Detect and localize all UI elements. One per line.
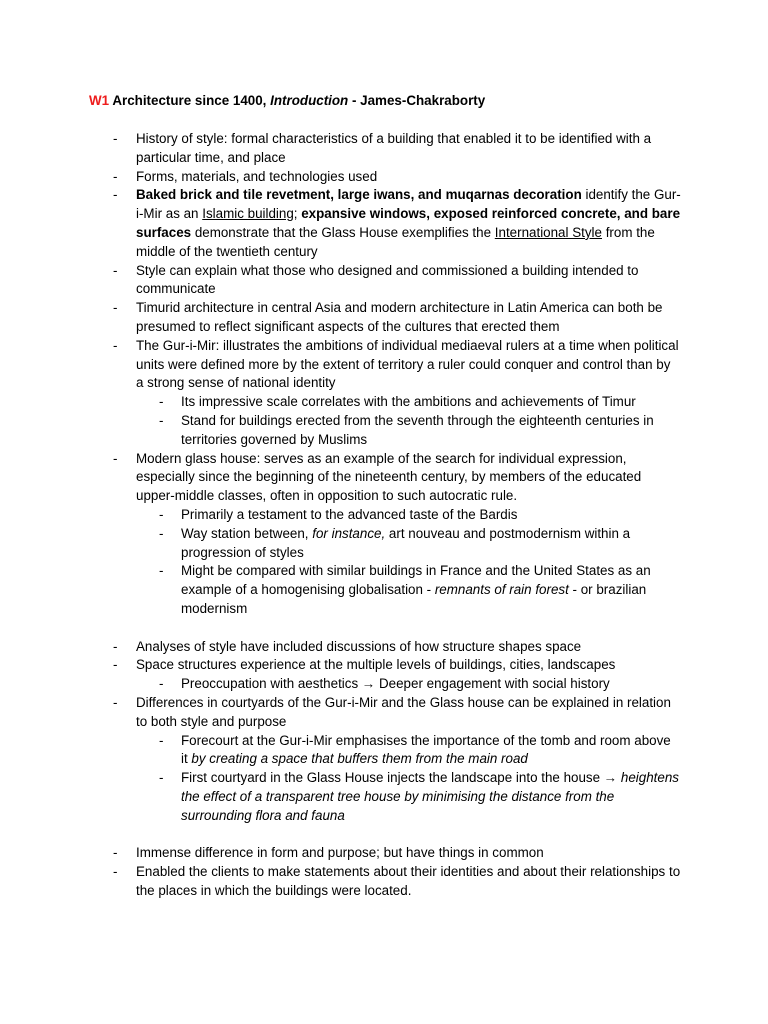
list-item-text: Preoccupation with aesthetics → Deeper engagement with social history <box>181 676 610 692</box>
notes-heading <box>89 92 485 110</box>
list-item <box>0 656 768 675</box>
list-item <box>0 186 768 261</box>
plain-text: from the middle of the twentieth century <box>136 224 655 259</box>
list-item-text: Modern glass house: serves as an example of the search for individual expression, especially since the beginning of the nineteenth century, by members of the educated upper-middle classes, often in opposition to such autocratic rule. <box>136 450 642 504</box>
plain-text: identify the Gur-i-Mir as an <box>136 187 681 222</box>
blank-line <box>0 825 768 844</box>
bullet-dash: - <box>159 394 164 410</box>
sub-list-item <box>0 412 768 450</box>
bullet-dash: - <box>113 337 118 353</box>
list-item-text: The Gur-i-Mir: illustrates the ambitions of individual mediaeval rulers at a time when political units were defined more by the extent of territory a ruler could conquer and control than by a strong sense of national identity <box>136 337 679 391</box>
bold-text: expansive windows, exposed reinforced concrete, and bare surfaces <box>136 206 681 240</box>
list-item <box>0 168 768 187</box>
list-item-text <box>136 186 681 261</box>
plain-text: First courtyard in the Glass House injects the landscape into the house → <box>181 770 621 786</box>
bullet-dash: - <box>113 168 118 184</box>
list-item-text <box>181 562 681 618</box>
bullet-dash: - <box>113 300 118 316</box>
plain-text: ; <box>293 206 302 222</box>
list-item <box>0 844 768 863</box>
list-item-text: Analyses of style have included discussions of how structure shapes space <box>136 638 582 654</box>
underlined-text: Islamic building <box>202 206 294 222</box>
plain-text: Might be compared with similar buildings in France and the United States as an example of a homogenising globalisation - <box>181 563 651 598</box>
list-item-text: Space structures experience at the multiple levels of buildings, cities, landscapes <box>136 657 616 673</box>
list-item <box>0 863 768 901</box>
bullet-dash: - <box>113 694 118 710</box>
plain-text: demonstrate that the Glass House exemplifies the <box>191 224 495 240</box>
blank-line <box>0 619 768 638</box>
list-item-text <box>181 732 681 770</box>
list-item-text <box>181 769 681 825</box>
plain-text: Way station between, <box>181 525 313 541</box>
sub-list-item <box>0 732 768 770</box>
bullet-dash: - <box>113 864 118 880</box>
plain-text: Forecourt at the Gur-i-Mir emphasises the importance of the tomb and room above it <box>181 732 671 767</box>
list-item-text: Immense difference in form and purpose; but have things in common <box>136 845 544 861</box>
bullet-dash: - <box>159 732 164 748</box>
bullet-dash: - <box>159 676 164 692</box>
plain-text: art nouveau and postmodernism within a progression of styles <box>181 525 631 560</box>
heading-author: - James-Chakraborty <box>351 93 486 108</box>
list-item <box>0 262 768 300</box>
heading-italic: Introduction <box>270 93 349 108</box>
bullet-dash: - <box>159 412 164 428</box>
bullet-dash: - <box>113 657 118 673</box>
sub-list-item <box>0 769 768 825</box>
sub-list-item <box>0 506 768 525</box>
list-item-text: Enabled the clients to make statements about their identities and about their relationships to the places in which the buildings were located. <box>136 864 681 898</box>
bullet-dash: - <box>113 450 118 466</box>
list-item <box>0 337 768 393</box>
bullet-dash: - <box>159 506 164 522</box>
bullet-dash: - <box>159 770 164 786</box>
list-item-text: Timurid architecture in central Asia and modern architecture in Latin America can both be presumed to reflect significant aspects of the cultures that erected them <box>136 300 663 334</box>
list-item <box>0 450 768 506</box>
notes-list <box>0 130 768 901</box>
list-item-text: Differences in courtyards of the Gur-i-Mir and the Glass house can be explained in relation to both style and purpose <box>136 694 671 729</box>
sub-list-item <box>0 393 768 412</box>
italic-text: by creating a space that buffers them from the main road <box>191 751 528 767</box>
list-item-text: Its impressive scale correlates with the ambitions and achievements of Timur <box>181 394 636 410</box>
list-item-text <box>181 525 681 563</box>
list-item <box>0 638 768 657</box>
bullet-dash: - <box>113 845 118 861</box>
sub-list-item <box>0 675 768 694</box>
bullet-dash: - <box>159 525 164 541</box>
list-item <box>0 694 768 732</box>
list-item <box>0 299 768 337</box>
week-label: W1 <box>89 93 110 108</box>
list-item <box>0 130 768 168</box>
bullet-dash: - <box>113 638 118 654</box>
bold-text: Baked brick and tile revetment, large iwans, and muqarnas decoration <box>136 187 582 203</box>
list-item-text: Forms, materials, and technologies used <box>136 168 378 184</box>
bullet-dash: - <box>113 131 118 146</box>
sub-list-item <box>0 525 768 563</box>
list-item-text: Stand for buildings erected from the seventh through the eighteenth centuries in territories governed by Muslims <box>181 412 654 447</box>
heading-title: Architecture since 1400, <box>112 93 267 108</box>
bullet-dash: - <box>113 262 118 278</box>
list-item-text: Style can explain what those who designed and commissioned a building intended to communicate <box>136 262 639 297</box>
list-item-text: Primarily a testament to the advanced taste of the Bardis <box>181 506 518 522</box>
italic-text: remnants of rain forest <box>434 582 569 598</box>
list-item-text: History of style: formal characteristics of a building that enabled it to be identified with a particular time, and place <box>136 131 652 165</box>
plain-text: - or brazilian modernism <box>181 582 647 616</box>
underlined-text: International Style <box>494 224 602 240</box>
bullet-dash: - <box>113 187 118 203</box>
sub-list-item <box>0 562 768 618</box>
italic-text: heightens the effect of a transparent tree house by minimising the distance from the surrounding flora and fauna <box>181 770 679 823</box>
italic-text: for instance, <box>312 525 386 541</box>
bullet-dash: - <box>159 563 164 579</box>
